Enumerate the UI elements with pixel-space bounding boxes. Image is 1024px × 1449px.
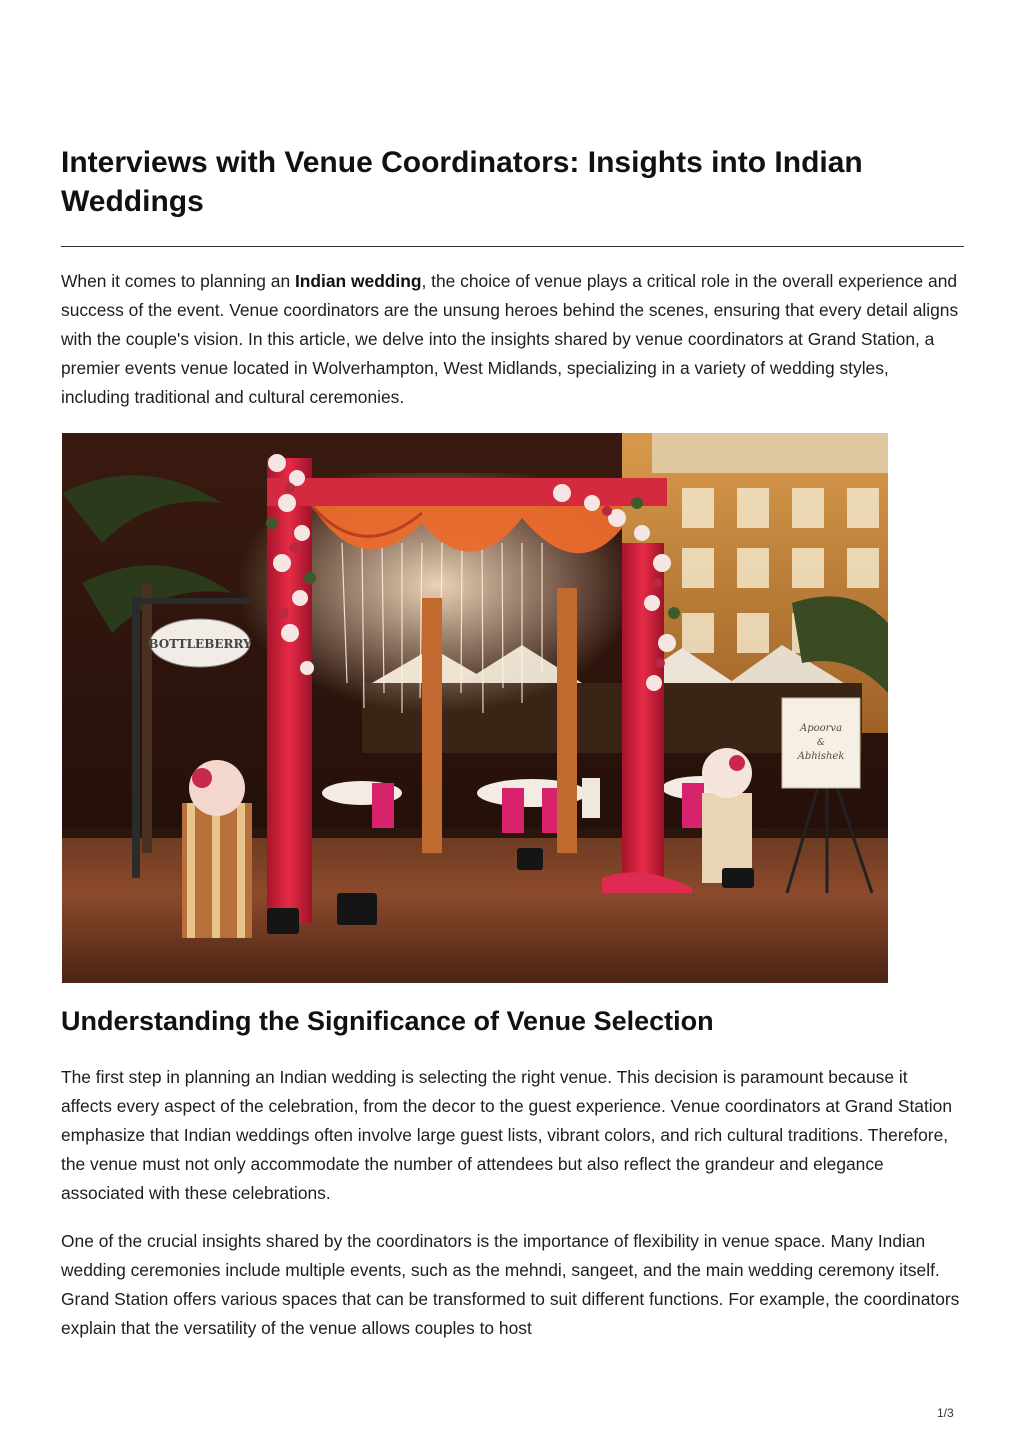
- indian-wedding-bold: Indian wedding: [294, 271, 422, 291]
- easel-name-2: Abhishek: [797, 751, 845, 762]
- title-divider: [61, 246, 964, 247]
- paragraph-flexibility: One of the crucial insights shared by the coordinators is the importance of flexibility in venue space. Many Indian wedding ceremonies include multiple events, such as the mehndi, sangeet, and the main wedding ceremony itself. Grand Station offers various spaces that can be transformed to suit different functions. For example, the coordinators explain that the versatility of the venue allows couples to host: [61, 1231, 960, 1338]
- wedding-mandap-photo: [62, 433, 888, 983]
- easel-ampersand: &: [816, 738, 826, 748]
- intro-paragraph: [61, 267, 961, 412]
- page-title: Interviews with Venue Coordinators: Insights into Indian Weddings: [61, 146, 863, 218]
- mandap-illustration: [62, 433, 888, 983]
- section-heading: Understanding the Significance of Venue Selection: [61, 1006, 714, 1036]
- easel-name-1: Apoorva: [799, 723, 843, 734]
- intro-text-end: , the choice of venue plays a critical role in the overall experience and success of the event. Venue coordinators are the unsung heroes behind the scenes, ensuring that every detail aligns with the couple's vision. In this article, we delve into the insights shared by venue coordinators at Grand Station, a premier events venue located in Wolverhampton, West Midlands, specializing in a variety of wedding styles, including traditional and cultural ceremonies.: [61, 271, 959, 407]
- paragraph-venue-selection: The first step in planning an Indian wedding is selecting the right venue. This decision is paramount because it affects every aspect of the celebration, from the decor to the guest experience. Venue coordinators at Grand Station emphasize that Indian weddings often involve large guest lists, vibrant colors, and rich cultural traditions. Therefore, the venue must not only accommodate the number of attendees but also reflect the grandeur and elegance associated with these celebrations.: [61, 1067, 952, 1203]
- sign-text: BOTTLEBERRY: [148, 637, 252, 651]
- page-number: 1/3: [937, 1406, 954, 1420]
- intro-text-start: When it comes to planning an: [61, 271, 295, 291]
